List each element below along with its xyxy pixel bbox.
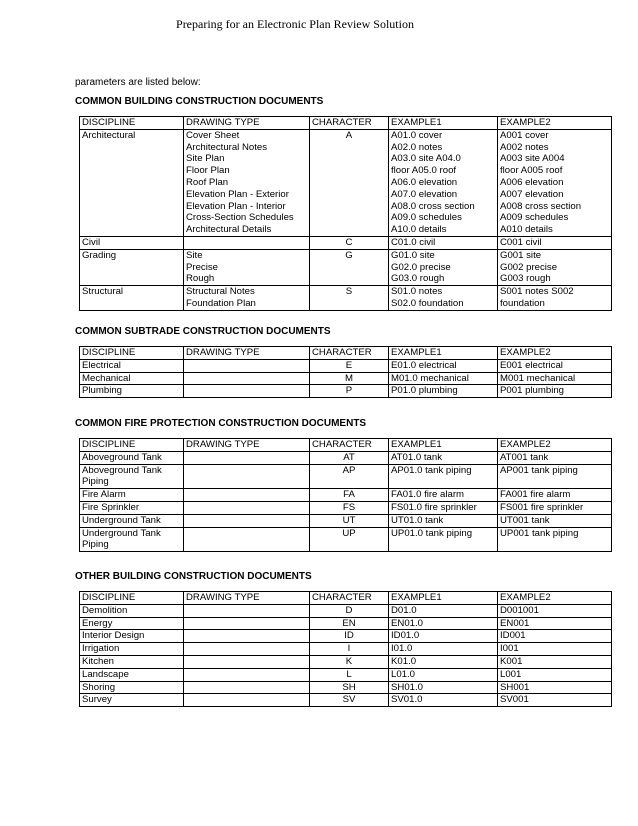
cell-text: Fire Alarm	[82, 489, 126, 501]
cell-text: L001	[500, 668, 522, 680]
example2-cell	[498, 359, 612, 372]
cell-text: EN01.0	[391, 617, 423, 629]
table-header-row	[80, 439, 612, 452]
cell-text: E	[345, 359, 353, 371]
cell-text: M	[345, 372, 353, 384]
cell-text: K	[345, 655, 353, 667]
example1-cell	[389, 694, 498, 707]
column-header: EXAMPLE1	[389, 439, 498, 452]
drawing-type-cell	[184, 129, 310, 236]
example1-cell	[389, 359, 498, 372]
cell-text: M01.0 mechanical	[391, 372, 469, 384]
cell-text: AP01.0 tank piping	[391, 464, 472, 476]
cell-text: L	[346, 668, 352, 680]
cell-text: Fire Sprinkler	[82, 501, 140, 513]
character-cell	[310, 655, 389, 668]
drawing-type-cell	[184, 489, 310, 502]
cell-text: G01.0 site G02.0 precise G03.0 rough	[391, 249, 451, 285]
cell-text: Demolition	[82, 604, 128, 616]
cell-text: SH001	[500, 681, 530, 693]
column-header: DRAWING TYPE	[184, 117, 310, 130]
character-cell	[310, 630, 389, 643]
cell-text: AP001 tank piping	[500, 464, 578, 476]
section-title: OTHER BUILDING CONSTRUCTION DOCUMENTS	[75, 571, 312, 582]
cell-text: Mechanical	[82, 372, 131, 384]
column-header: EXAMPLE1	[389, 347, 498, 360]
example1-cell	[389, 630, 498, 643]
cell-text: Structural	[82, 286, 124, 298]
character-cell	[310, 681, 389, 694]
example2-cell	[498, 489, 612, 502]
table-row	[80, 286, 612, 311]
table-row	[80, 451, 612, 464]
table-row	[80, 604, 612, 617]
cell-text: P01.0 plumbing	[391, 385, 458, 397]
cell-text: ID	[344, 630, 354, 642]
cell-text: L01.0	[391, 668, 416, 680]
cell-text: Architectural	[82, 129, 136, 141]
section-title: COMMON FIRE PROTECTION CONSTRUCTION DOCUMENTS	[75, 418, 367, 429]
example2-cell	[498, 501, 612, 514]
discipline-cell	[80, 604, 184, 617]
character-cell	[310, 359, 389, 372]
drawing-type-cell	[184, 630, 310, 643]
cell-text: D	[345, 604, 353, 616]
cell-text: EN001	[500, 617, 530, 629]
cell-text: UP	[342, 527, 356, 539]
example1-cell	[389, 129, 498, 236]
drawing-type-cell	[184, 527, 310, 552]
cell-text: Survey	[82, 694, 112, 706]
cell-text: I	[347, 643, 351, 655]
table-header-row	[80, 347, 612, 360]
cell-text: A	[345, 129, 353, 141]
subtrade-table	[79, 346, 612, 398]
drawing-type-cell	[184, 694, 310, 707]
table-row	[80, 236, 612, 249]
column-header: CHARACTER	[310, 347, 389, 360]
cell-text: ID01.0	[391, 630, 420, 642]
discipline-cell	[80, 464, 184, 489]
cell-text: SH	[342, 681, 356, 693]
column-header: DISCIPLINE	[80, 117, 184, 130]
table-row	[80, 501, 612, 514]
cell-text: G	[345, 249, 353, 261]
column-header: EXAMPLE2	[498, 117, 612, 130]
character-cell	[310, 286, 389, 311]
table-row	[80, 372, 612, 385]
example1-cell	[389, 249, 498, 285]
character-cell	[310, 372, 389, 385]
section-fire-protection	[75, 418, 609, 552]
example2-cell	[498, 249, 612, 285]
drawing-type-cell	[184, 359, 310, 372]
drawing-type-cell	[184, 451, 310, 464]
cell-text: SH01.0	[391, 681, 423, 693]
cell-text: A01.0 cover A02.0 notes A03.0 site A04.0 floor A05.0 roof A06.0 elevation A07.0 elevation A08.0 cross section A09.0 schedules A10.0 details	[391, 129, 475, 236]
example1-cell	[389, 464, 498, 489]
cell-text: G001 site G002 precise G003 rough	[500, 249, 558, 285]
cell-text: C001 civil	[500, 236, 542, 248]
cell-text: Structural Notes Foundation Plan	[186, 286, 256, 309]
cell-text: Interior Design	[82, 630, 145, 642]
character-cell	[310, 129, 389, 236]
cell-text: AP	[342, 464, 356, 476]
cell-text: Kitchen	[82, 655, 114, 667]
cell-text: E01.0 electrical	[391, 359, 457, 371]
example1-cell	[389, 372, 498, 385]
cell-text: C	[345, 236, 353, 248]
cell-text: SV001	[500, 694, 529, 706]
table-row	[80, 681, 612, 694]
discipline-cell	[80, 630, 184, 643]
cell-text: AT001 tank	[500, 451, 549, 463]
example1-cell	[389, 527, 498, 552]
table-row	[80, 464, 612, 489]
drawing-type-cell	[184, 385, 310, 398]
example1-cell	[389, 681, 498, 694]
cell-text: UT	[342, 514, 356, 526]
table-row	[80, 668, 612, 681]
discipline-cell	[80, 372, 184, 385]
example2-cell	[498, 514, 612, 527]
section-building	[75, 96, 609, 311]
cell-text: Cover Sheet Architectural Notes Site Plan Floor Plan Roof Plan Elevation Plan - Exterior Elevation Plan - Interior Cross-Section Schedules Architectural Details	[186, 129, 294, 236]
cell-text: D01.0	[391, 604, 417, 616]
column-header: DISCIPLINE	[80, 347, 184, 360]
character-cell	[310, 694, 389, 707]
cell-text: I001	[500, 643, 519, 655]
cell-text: Aboveground Tank Piping	[82, 464, 162, 488]
table-row	[80, 359, 612, 372]
cell-text: M001 mechanical	[500, 372, 576, 384]
column-header: DRAWING TYPE	[184, 347, 310, 360]
drawing-type-cell	[184, 236, 310, 249]
example1-cell	[389, 655, 498, 668]
cell-text: Energy	[82, 617, 113, 629]
cell-text: K001	[500, 655, 523, 667]
drawing-type-cell	[184, 464, 310, 489]
table-header-row	[80, 592, 612, 605]
discipline-cell	[80, 694, 184, 707]
example2-cell	[498, 643, 612, 656]
fire-protection-table	[79, 438, 612, 552]
drawing-type-cell	[184, 249, 310, 285]
column-header: DRAWING TYPE	[184, 439, 310, 452]
table-row	[80, 630, 612, 643]
section-subtrade	[75, 326, 609, 398]
example1-cell	[389, 451, 498, 464]
discipline-cell	[80, 489, 184, 502]
cell-text: Underground Tank Piping	[82, 527, 161, 551]
discipline-cell	[80, 655, 184, 668]
example2-cell	[498, 129, 612, 236]
example2-cell	[498, 655, 612, 668]
cell-text: Plumbing	[82, 385, 122, 397]
cell-text: E001 electrical	[500, 359, 563, 371]
cell-text: UP001 tank piping	[500, 527, 579, 539]
other-table	[79, 591, 612, 707]
section-title: COMMON SUBTRADE CONSTRUCTION DOCUMENTS	[75, 326, 331, 337]
table-row	[80, 694, 612, 707]
cell-text: SV01.0	[391, 694, 423, 706]
intro-text: parameters are listed below:	[75, 77, 201, 88]
column-header: EXAMPLE1	[389, 117, 498, 130]
discipline-cell	[80, 249, 184, 285]
building-table	[79, 116, 612, 311]
example2-cell	[498, 385, 612, 398]
cell-text: I01.0	[391, 643, 413, 655]
table-row	[80, 489, 612, 502]
cell-text: S01.0 notes S02.0 foundation	[391, 286, 464, 309]
cell-text: Landscape	[82, 668, 129, 680]
table-row	[80, 527, 612, 552]
column-header: DISCIPLINE	[80, 439, 184, 452]
discipline-cell	[80, 681, 184, 694]
cell-text: EN	[342, 617, 356, 629]
character-cell	[310, 527, 389, 552]
discipline-cell	[80, 286, 184, 311]
cell-text: Electrical	[82, 359, 121, 371]
discipline-cell	[80, 527, 184, 552]
cell-text: S	[345, 286, 353, 298]
section-other	[75, 571, 609, 707]
example1-cell	[389, 489, 498, 502]
example2-cell	[498, 236, 612, 249]
cell-text: FS01.0 fire sprinkler	[391, 501, 477, 513]
character-cell	[310, 451, 389, 464]
character-cell	[310, 617, 389, 630]
cell-text: FA001 fire alarm	[500, 489, 571, 501]
table-row	[80, 385, 612, 398]
character-cell	[310, 604, 389, 617]
example1-cell	[389, 514, 498, 527]
cell-text: FA	[343, 489, 355, 501]
cell-text: FS001 fire sprinkler	[500, 501, 584, 513]
example2-cell	[498, 604, 612, 617]
cell-text: C01.0 civil	[391, 236, 436, 248]
cell-text: Shoring	[82, 681, 116, 693]
example1-cell	[389, 617, 498, 630]
example1-cell	[389, 668, 498, 681]
example1-cell	[389, 604, 498, 617]
cell-text: Site Precise Rough	[186, 249, 218, 285]
cell-text: D001001	[500, 604, 539, 616]
example2-cell	[498, 372, 612, 385]
character-cell	[310, 489, 389, 502]
table-row	[80, 643, 612, 656]
table-row	[80, 655, 612, 668]
character-cell	[310, 501, 389, 514]
column-header: DISCIPLINE	[80, 592, 184, 605]
cell-text: K01.0	[391, 655, 417, 667]
example2-cell	[498, 681, 612, 694]
discipline-cell	[80, 385, 184, 398]
character-cell	[310, 236, 389, 249]
character-cell	[310, 668, 389, 681]
column-header: EXAMPLE2	[498, 592, 612, 605]
discipline-cell	[80, 236, 184, 249]
column-header: EXAMPLE1	[389, 592, 498, 605]
character-cell	[310, 514, 389, 527]
column-header: DRAWING TYPE	[184, 592, 310, 605]
discipline-cell	[80, 514, 184, 527]
cell-text: Irrigation	[82, 643, 120, 655]
column-header: EXAMPLE2	[498, 347, 612, 360]
section-title: COMMON BUILDING CONSTRUCTION DOCUMENTS	[75, 96, 324, 107]
drawing-type-cell	[184, 501, 310, 514]
cell-text: Civil	[82, 236, 101, 248]
cell-text: FS	[342, 501, 356, 513]
discipline-cell	[80, 617, 184, 630]
cell-text: UP01.0 tank piping	[391, 527, 473, 539]
example1-cell	[389, 643, 498, 656]
example2-cell	[498, 464, 612, 489]
discipline-cell	[80, 451, 184, 464]
example2-cell	[498, 617, 612, 630]
character-cell	[310, 385, 389, 398]
character-cell	[310, 643, 389, 656]
column-header: CHARACTER	[310, 439, 389, 452]
column-header: EXAMPLE2	[498, 439, 612, 452]
page-header: Preparing for an Electronic Plan Review Solution	[176, 17, 414, 31]
example2-cell	[498, 451, 612, 464]
character-cell	[310, 249, 389, 285]
cell-text: AT01.0 tank	[391, 451, 443, 463]
cell-text: AT	[343, 451, 355, 463]
drawing-type-cell	[184, 668, 310, 681]
table-header-row	[80, 117, 612, 130]
drawing-type-cell	[184, 643, 310, 656]
example2-cell	[498, 668, 612, 681]
example1-cell	[389, 385, 498, 398]
discipline-cell	[80, 359, 184, 372]
table-row	[80, 249, 612, 285]
example2-cell	[498, 630, 612, 643]
example2-cell	[498, 694, 612, 707]
cell-text: Underground Tank	[82, 514, 161, 526]
column-header: CHARACTER	[310, 592, 389, 605]
example2-cell	[498, 286, 612, 311]
table-row	[80, 129, 612, 236]
character-cell	[310, 464, 389, 489]
drawing-type-cell	[184, 514, 310, 527]
example2-cell	[498, 527, 612, 552]
cell-text: P	[345, 385, 353, 397]
example1-cell	[389, 286, 498, 311]
cell-text: A001 cover A002 notes A003 site A004 floor A005 roof A006 elevation A007 elevation A008 cross section A009 schedules A010 details	[500, 129, 582, 236]
drawing-type-cell	[184, 604, 310, 617]
example1-cell	[389, 501, 498, 514]
cell-text: S001 notes S002 foundation	[500, 286, 574, 309]
table-row	[80, 617, 612, 630]
example1-cell	[389, 236, 498, 249]
discipline-cell	[80, 668, 184, 681]
discipline-cell	[80, 501, 184, 514]
cell-text: P001 plumbing	[500, 385, 565, 397]
column-header: CHARACTER	[310, 117, 389, 130]
discipline-cell	[80, 643, 184, 656]
table-row	[80, 514, 612, 527]
drawing-type-cell	[184, 655, 310, 668]
drawing-type-cell	[184, 286, 310, 311]
cell-text: Grading	[82, 249, 117, 261]
drawing-type-cell	[184, 372, 310, 385]
drawing-type-cell	[184, 681, 310, 694]
cell-text: UT01.0 tank	[391, 514, 444, 526]
cell-text: ID001	[500, 630, 526, 642]
cell-text: FA01.0 fire alarm	[391, 489, 465, 501]
cell-text: UT001 tank	[500, 514, 550, 526]
cell-text: Aboveground Tank	[82, 451, 162, 463]
discipline-cell	[80, 129, 184, 236]
cell-text: SV	[342, 694, 356, 706]
drawing-type-cell	[184, 617, 310, 630]
